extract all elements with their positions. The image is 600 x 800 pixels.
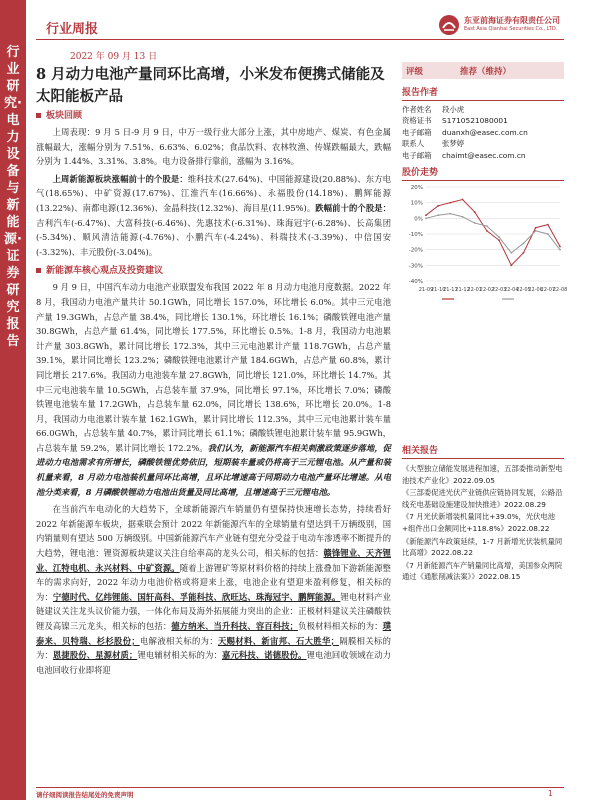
- page-number: 1: [548, 789, 553, 798]
- chart-x-tick-label: 22-03: [491, 287, 507, 294]
- chart-x-tick-label: 21-12: [455, 287, 470, 294]
- related-heading: 相关报告: [402, 443, 564, 459]
- related-list: [402, 463, 564, 583]
- chart-point: [474, 222, 476, 224]
- analyst-heading: 报告作者: [402, 85, 564, 101]
- chart-y-tick-label: 20%: [410, 185, 423, 192]
- chart-point: [462, 199, 464, 201]
- chart-point: [523, 243, 525, 245]
- chart-point: [559, 249, 561, 251]
- chart-y-tick-label: -20%: [408, 247, 423, 254]
- chart-point: [437, 214, 439, 216]
- chart-point: [498, 236, 500, 238]
- chart-point: [437, 205, 439, 207]
- chart-point: [425, 217, 427, 219]
- rating-value: 推荐（维持）: [460, 67, 512, 77]
- chart-series-line-2: [426, 214, 560, 253]
- company-logo: [438, 14, 564, 36]
- chart-point: [547, 233, 549, 235]
- chart-point: [523, 252, 525, 254]
- analyst-row: 作者姓名 段小虎: [402, 105, 465, 114]
- chart-point: [486, 225, 488, 227]
- related-item[interactable]: 《7 月新能源汽车产销量同比高增，美国参众两院通过《通胀削减法案》》2022.08.15: [402, 560, 563, 582]
- report-type: 行业周报: [46, 22, 99, 37]
- price-chart-heading: 股价走势: [402, 165, 564, 181]
- chart-y-tick-label: -40%: [408, 279, 423, 286]
- related-item[interactable]: 《新能源汽车政策延续，1-7 月新增光伏装机量同比高增》2022.08.22: [402, 536, 563, 558]
- chart-point: [449, 213, 451, 215]
- chart-x-tick-label: 21-09: [418, 287, 434, 294]
- chart-y-tick-label: -30%: [408, 263, 423, 270]
- core-paragraph-2: 在当前汽车电动化的大趋势下，全球新能源汽车销量仍有望保持快速增长态势，持续看好 2022 年新能源车板块，据乘联会预计 2022 年新能源汽车的全球销量有望达到千万辆级别，国内销量则有望达 500 万辆级别。中国新能源汽车产业链有望充分受益于电动车渗透率不断提升的大趋势，锂电池：锂资源板块建议关注自给率高的龙头公司，相关标的包括：赣锋锂业、天齐锂业、江特电机、永兴材料、中矿资源。随着上游锂矿等原材料价格的持续上涨叠加下游新能源整车的需求向好，2022 年动力电池价格或将迎来上涨，电池企业有望迎来盈利修复，相关标的为：宁德时代、亿纬锂能、国轩高科、孚能科技、欣旺达、珠海冠宇、鹏辉能源。锂电材料产业链建议关注龙头议价能力强，一体化布局及海外拓展能力突出的企业：正极材料建议关注磷酸铁锂及高镍三元龙头，相关标的包括：德方纳米、当升科技、容百科技；负极材料相关标的为：璞泰来、贝特瑞、杉杉股份；电解液相关标的为：天赐材料、新宙邦、石大胜华；隔膜相关标的为：恩捷股份、星源材质；锂电辅材相关标的为：嘉元科技、诺德股份。锂电池回收领域在动力电池回收行业即将迎: [36, 504, 391, 675]
- chart-point: [486, 230, 488, 232]
- footer-divider: [36, 787, 564, 788]
- review-paragraph-2: 上周新能源板块涨幅前十的个股是：维科技术(27.64%)、中国能源建设(20.88%)、东方电气(18.65%)、中矿资源(17.67%)、江淮汽车(16.66%)、永福股份(14.18%)、鹏辉能源(13.22%)、南都电源(12.36%)、金晶科技(12.32%)、海目星(11.95%)。跌幅前十的个股是：吉利汽车(-6.47%)、大富科技(-6.46%)、先惠技术(-6.31%)、珠海冠宇(-6.28%)、长高集团(-5.34%)、顺风清洁能源(-4.76%)、小鹏汽车(-4.24%)、科瑞技术(-3.39%)、中信国安(-3.32%)、丰元股份(-3.04%)。: [36, 173, 391, 257]
- chart-y-tick-label: -10%: [408, 232, 423, 239]
- analyst-row: 电子邮箱 duanxh@easec.com.cn: [402, 127, 528, 137]
- chart-y-tick-label: 0%: [414, 216, 423, 223]
- chart-x-tick-label: 21-11: [443, 287, 458, 294]
- chart-x-tick-label: 22-01: [467, 287, 482, 294]
- header-divider: [36, 39, 564, 40]
- related-item[interactable]: 《三部委促进光伏产业链供应链协同发展，公路沿线充电基础设施建设加快推进》2022.08.29: [402, 488, 563, 509]
- rating-bar: [402, 62, 564, 79]
- chart-x-tick-label: 21-10: [430, 287, 446, 294]
- rating-label: 评级: [406, 67, 424, 77]
- related-item[interactable]: 《大型独立储能发展进程加速，五部委推动新型电池技术产业化》2022.09.05: [402, 464, 563, 485]
- chart-point: [510, 264, 512, 266]
- analyst-row: 电子邮箱 chaimt@easec.com.cn: [402, 150, 526, 160]
- chart-point: [474, 211, 476, 213]
- chart-y-tick-label: 10%: [410, 200, 423, 207]
- core-paragraph-1: 9 月 9 日，中国汽车动力电池产业联盟发布我国 2022 年 8 月动力电池月度数据。2022 年 8 月，我国动力电池产量共计 50.1GWh，同比增长 157.0%，环比增长 6.0%。其中三元电池产量 19.3GWh，占总产量 38.4%，同比增长 130.1%，环比增长 16.1%；磷酸铁锂电池产量 30.8GWh，占总产量 61.4%，同比增长 177.5%，环比增长 0.5%。1-8 月，我国动力电池累计产量 303.8GWh，累计同比增长 172.3%，其中三元电池累计产量 118.7GWh，占总产量 39.1%，累计同比增长 123.2%；磷酸铁锂电池累计产量 184.6GWh，占总产量 60.8%，累计同比增长 217.6%。我国动力电池装车量 27.8GWh，同比增长 121.0%，环比增长 14.7%。其中三元电池装车量 10.5GWh，占总装车量 37.9%，同比增长 97.1%，环比增长 7.0%；磷酸铁锂电池装车量 17.2GWh，占总装车量 62.0%，同比增长 138.6%，环比增长 20.0%。1-8 月，我国动力电池累计装车量 162.1GWh，累计同比增长 112.3%，其中三元电池累计装车量 66.0GWh，占总装车量 40.7%，累计同比增长 61.1%；磷酸铁锂电池累计装车量 95.9GWh，占总装车量 59.2%，累计同比增长 172.2%。我们认为，新能源汽车相关刺激政策逐步落地，促进动力电池需求有所增长，磷酸铁锂优势依旧，短期装车量或仍将高于三元锂电池。从产量和装机量来看，8 月动力电池装机量同环比高增，且环比增速高于同期动力电池产量环比增速。从电池分类来看，8 月磷酸铁锂动力电池出货量及同比高增，且增速高于三元锂电池。: [36, 282, 391, 497]
- chart-point: [547, 224, 549, 226]
- section-heading-review: 板块回顾: [36, 110, 391, 122]
- sidebar-text: 行业研究·电力设备与新能源·证券研究报告: [4, 45, 22, 349]
- sidebar-info: [402, 62, 568, 584]
- chart-point: [535, 227, 537, 229]
- company-name-en: East Asia Qianhai Securities Co., LTD.: [464, 26, 558, 32]
- page-title: 8 月动力电池产量同环比高增，小米发布便携式储能及太阳能板产品: [36, 66, 385, 105]
- report-date: 2022 年 09 月 13 日: [70, 52, 158, 62]
- chart-x-tick-label: 22-08: [552, 287, 568, 294]
- chart-point: [498, 239, 500, 241]
- related-item[interactable]: 《7 月光伏新增装机量同比+39.0%，光伏电池+组件出口金额同比+118.8%》2022.08.22: [402, 512, 556, 533]
- chart-point: [559, 246, 561, 248]
- analyst-row: 资格证书 S1710521080001: [402, 116, 508, 126]
- chart-x-tick-label: 22-02: [479, 287, 495, 294]
- chart-point: [449, 202, 451, 204]
- main-content: [36, 110, 391, 677]
- footer-disclaimer: 请仔细阅读报告结尾处的免责声明: [36, 791, 134, 799]
- section-heading-core: 新能源车核心观点及投资建议: [36, 265, 391, 277]
- chart-point: [462, 216, 464, 218]
- chart-x-tick-label: 22-05: [516, 287, 531, 294]
- sidebar: [0, 0, 26, 800]
- chart-x-tick-label: 22-07: [540, 287, 556, 294]
- analyst-list: [402, 104, 564, 161]
- chart-x-tick-label: 22-04: [504, 287, 519, 294]
- chart-point: [425, 214, 427, 216]
- review-paragraph-1: 上周表现：9 月 5 日-9 月 9 日，中万一级行业大部分上涨，其中房地产、煤炭、有色金属涨幅最大，涨幅分别为 7.51%、6.63%、6.02%；食品饮料、农林牧渔、传媒跌幅最大，跌幅分别为 1.44%、3.31%、3.8%。电力设备排行靠前，涨幅为 3.16%。: [36, 127, 391, 167]
- analyst-row: 联系人 张梦婷: [402, 139, 465, 149]
- price-chart: [402, 181, 568, 303]
- chart-point: [510, 252, 512, 254]
- chart-point: [535, 230, 537, 232]
- company-name-cn: 东亚前海证券有限责任公司: [464, 16, 560, 25]
- chart-x-tick-label: 22-06: [528, 287, 543, 294]
- price-chart-svg: [402, 181, 568, 303]
- logo-icon: [438, 14, 460, 36]
